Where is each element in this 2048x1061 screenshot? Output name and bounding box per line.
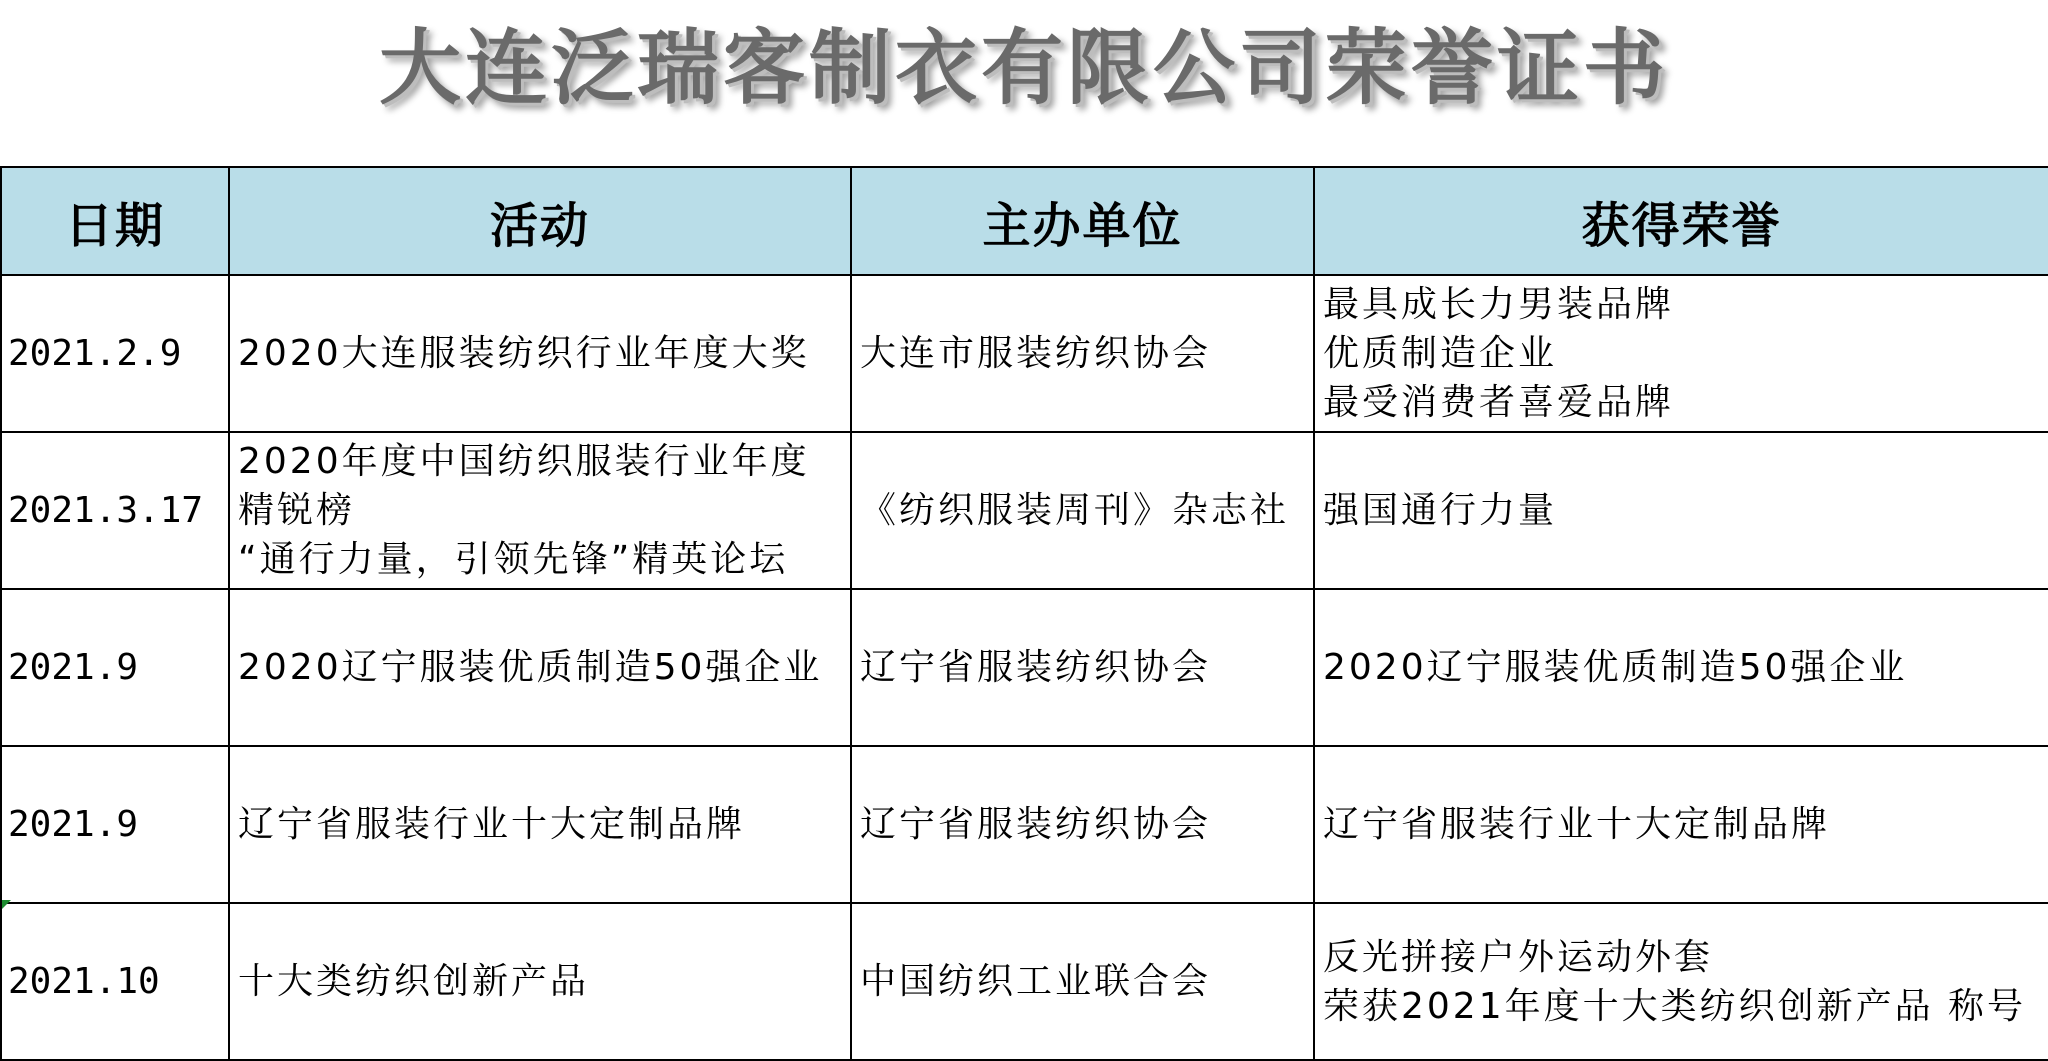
cell-organizer: 大连市服装纺织协会	[851, 275, 1314, 432]
cell-organizer: 《纺织服装周刊》杂志社	[851, 432, 1314, 589]
header-row	[1, 167, 2048, 275]
table-row	[1, 432, 2048, 589]
table-row	[1, 746, 2048, 903]
cell-honor: 最具成长力男装品牌 优质制造企业 最受消费者喜爱品牌	[1314, 275, 2048, 432]
cell-activity: 2020年度中国纺织服装行业年度精锐榜 “通行力量，引领先锋”精英论坛	[229, 432, 851, 589]
cell-activity: 2020大连服装纺织行业年度大奖	[229, 275, 851, 432]
table-row	[1, 275, 2048, 432]
header-date: 日期	[1, 167, 229, 275]
cell-date: 2021.3.17	[1, 432, 229, 589]
cell-date: 2021.10	[1, 903, 229, 1060]
cell-date: 2021.9	[1, 746, 229, 903]
cell-organizer: 中国纺织工业联合会	[851, 903, 1314, 1060]
header-activity: 活动	[229, 167, 851, 275]
cell-organizer: 辽宁省服装纺织协会	[851, 746, 1314, 903]
cell-activity: 辽宁省服装行业十大定制品牌	[229, 746, 851, 903]
cell-error-marker	[2, 900, 11, 909]
cell-honor: 强国通行力量	[1314, 432, 2048, 589]
cell-honor: 2020辽宁服装优质制造50强企业	[1314, 589, 2048, 746]
table-row	[1, 903, 2048, 1060]
cell-activity: 2020辽宁服装优质制造50强企业	[229, 589, 851, 746]
cell-date: 2021.2.9	[1, 275, 229, 432]
honors-table	[0, 166, 2048, 1061]
document-title: 大连泛瑞客制衣有限公司荣誉证书	[378, 21, 1669, 116]
cell-honor: 反光拼接户外运动外套 荣获2021年度十大类纺织创新产品 称号	[1314, 903, 2048, 1060]
cell-organizer: 辽宁省服装纺织协会	[851, 589, 1314, 746]
header-honor: 获得荣誉	[1314, 167, 2048, 275]
cell-honor: 辽宁省服装行业十大定制品牌	[1314, 746, 2048, 903]
table-row	[1, 589, 2048, 746]
cell-date: 2021.9	[1, 589, 229, 746]
header-organizer: 主办单位	[851, 167, 1314, 275]
cell-activity: 十大类纺织创新产品	[229, 903, 851, 1060]
